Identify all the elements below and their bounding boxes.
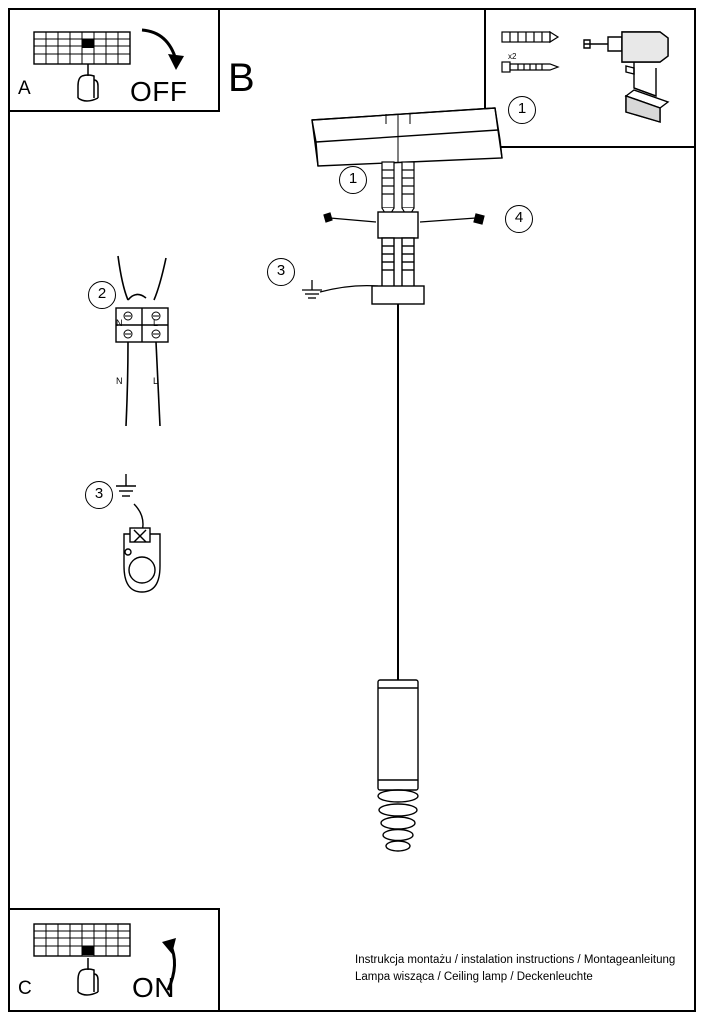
footer-line-1: Instrukcja montażu / instalation instructions / Montageanleitung	[355, 954, 676, 966]
terminal-label-n-top: N	[116, 318, 123, 328]
power-drill-icon	[582, 26, 686, 126]
earth-clamp-icon	[112, 470, 192, 630]
callout-wire-connector-step: 2	[88, 281, 116, 309]
terminal-label-l-top: L	[153, 318, 159, 328]
footer-line-2: Lampa wisząca / Ceiling lamp / Deckenleuchte	[355, 971, 593, 983]
panel-c-action-label: ON	[132, 972, 175, 1003]
callout-drill-step: 1	[508, 96, 536, 124]
terminal-label-n-bottom: N	[116, 376, 123, 386]
callout-earth-step-detail: 3	[85, 481, 113, 509]
curved-arrow-down-icon	[134, 26, 194, 74]
callout-ceiling-anchor-step: 1	[339, 166, 367, 194]
panel-c	[8, 908, 220, 1012]
canopy	[372, 286, 424, 304]
callout-screw-step: 4	[505, 205, 533, 233]
footer-caption	[355, 952, 675, 986]
curved-arrow-up-icon	[134, 936, 190, 994]
panel-a-action-label: OFF	[130, 76, 188, 107]
panel-b-letter: B	[228, 56, 255, 100]
terminal-label-l-bottom: L	[153, 376, 159, 386]
panel-a	[8, 8, 220, 112]
panel-a-letter: A	[18, 78, 31, 99]
terminal-block-icon	[104, 252, 194, 432]
panel-c-letter: C	[18, 978, 32, 999]
dowel-quantity-label: x2	[508, 52, 517, 61]
callout-earth-step-main: 3	[267, 258, 295, 286]
